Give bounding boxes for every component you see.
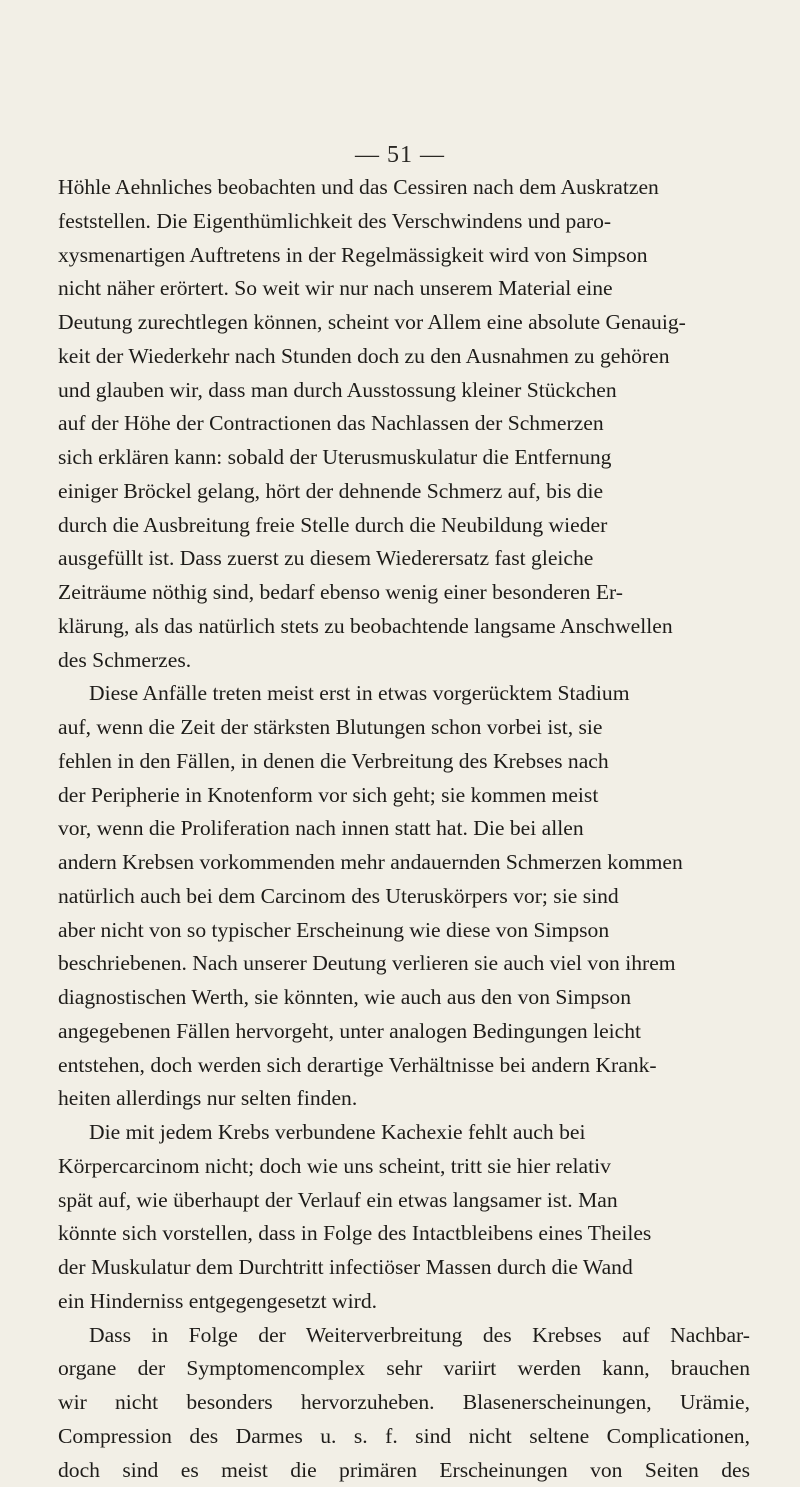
text-line: vor, wenn die Proliferation nach innen statt hat. Die bei allen bbox=[58, 816, 584, 840]
text-line: diagnostischen Werth, sie könnten, wie auch aus den von Simpson bbox=[58, 985, 631, 1009]
text-line: auf, wenn die Zeit der stärksten Blutungen schon vorbei ist, sie bbox=[58, 715, 603, 739]
text-line: entstehen, doch werden sich derartige Verhältnisse bei andern Krank- bbox=[58, 1053, 657, 1077]
text-line: keit der Wiederkehr nach Stunden doch zu den Ausnahmen zu gehören bbox=[58, 344, 670, 368]
text-line: doch sind es meist die primären Erscheinungen von Seiten des bbox=[58, 1458, 750, 1482]
paragraph-2 bbox=[58, 677, 750, 1116]
text-line: durch die Ausbreitung freie Stelle durch die Neubildung wieder bbox=[58, 513, 607, 537]
text-line: sich erklären kann: sobald der Uterusmuskulatur die Entfernung bbox=[58, 445, 611, 469]
paragraph-4 bbox=[58, 1319, 750, 1487]
text-line: der Muskulatur dem Durchtritt infectiöser Massen durch die Wand bbox=[58, 1255, 633, 1279]
text-line: natürlich auch bei dem Carcinom des Uteruskörpers vor; sie sind bbox=[58, 884, 619, 908]
text-line: ein Hinderniss entgegengesetzt wird. bbox=[58, 1289, 377, 1313]
text-line: Höhle Aehnliches beobachten und das Cessiren nach dem Auskratzen bbox=[58, 175, 659, 199]
text-line: Die mit jedem Krebs verbundene Kachexie fehlt auch bei bbox=[89, 1120, 585, 1144]
text-line: Compression des Darmes u. s. f. sind nicht seltene Complicationen, bbox=[58, 1424, 750, 1448]
text-line: einiger Bröckel gelang, hört der dehnende Schmerz auf, bis die bbox=[58, 479, 603, 503]
text-line: ausgefüllt ist. Dass zuerst zu diesem Wiederersatz fast gleiche bbox=[58, 546, 593, 570]
text-line: organe der Symptomencomplex sehr variirt werden kann, brauchen bbox=[58, 1356, 750, 1380]
text-line: Zeiträume nöthig sind, bedarf ebenso wenig einer besonderen Er- bbox=[58, 580, 623, 604]
paragraph-3 bbox=[58, 1116, 750, 1319]
text-line: feststellen. Die Eigenthümlichkeit des Verschwindens und paro- bbox=[58, 209, 611, 233]
text-line: des Schmerzes. bbox=[58, 648, 191, 672]
text-line: heiten allerdings nur selten finden. bbox=[58, 1086, 357, 1110]
text-body bbox=[58, 171, 750, 1487]
text-line: auf der Höhe der Contractionen das Nachlassen der Schmerzen bbox=[58, 411, 604, 435]
text-line: spät auf, wie überhaupt der Verlauf ein etwas langsamer ist. Man bbox=[58, 1188, 618, 1212]
page-number: — 51 — bbox=[0, 142, 800, 169]
text-line: Körpercarcinom nicht; doch wie uns scheint, tritt sie hier relativ bbox=[58, 1154, 611, 1178]
text-line: Dass in Folge der Weiterverbreitung des Krebses auf Nachbar- bbox=[89, 1323, 750, 1347]
text-line: xysmenartigen Auftretens in der Regelmässigkeit wird von Simpson bbox=[58, 243, 648, 267]
text-line: angegebenen Fällen hervorgeht, unter analogen Bedingungen leicht bbox=[58, 1019, 641, 1043]
text-line: wir nicht besonders hervorzuheben. Blasenerscheinungen, Urämie, bbox=[58, 1390, 750, 1414]
text-line: beschriebenen. Nach unserer Deutung verlieren sie auch viel von ihrem bbox=[58, 951, 676, 975]
text-line: der Peripherie in Knotenform vor sich geht; sie kommen meist bbox=[58, 783, 598, 807]
text-line: klärung, als das natürlich stets zu beobachtende langsame Anschwellen bbox=[58, 614, 673, 638]
text-line: könnte sich vorstellen, dass in Folge des Intactbleibens eines Theiles bbox=[58, 1221, 651, 1245]
text-line: aber nicht von so typischer Erscheinung wie diese von Simpson bbox=[58, 918, 609, 942]
text-line: andern Krebsen vorkommenden mehr andauernden Schmerzen kommen bbox=[58, 850, 683, 874]
text-line: Deutung zurechtlegen können, scheint vor Allem eine absolute Genauig- bbox=[58, 310, 686, 334]
paragraph-1 bbox=[58, 171, 750, 677]
text-line: fehlen in den Fällen, in denen die Verbreitung des Krebses nach bbox=[58, 749, 609, 773]
text-line: Diese Anfälle treten meist erst in etwas vorgerücktem Stadium bbox=[89, 681, 630, 705]
text-line: nicht näher erörtert. So weit wir nur nach unserem Material eine bbox=[58, 276, 613, 300]
text-line: und glauben wir, dass man durch Ausstossung kleiner Stückchen bbox=[58, 378, 617, 402]
